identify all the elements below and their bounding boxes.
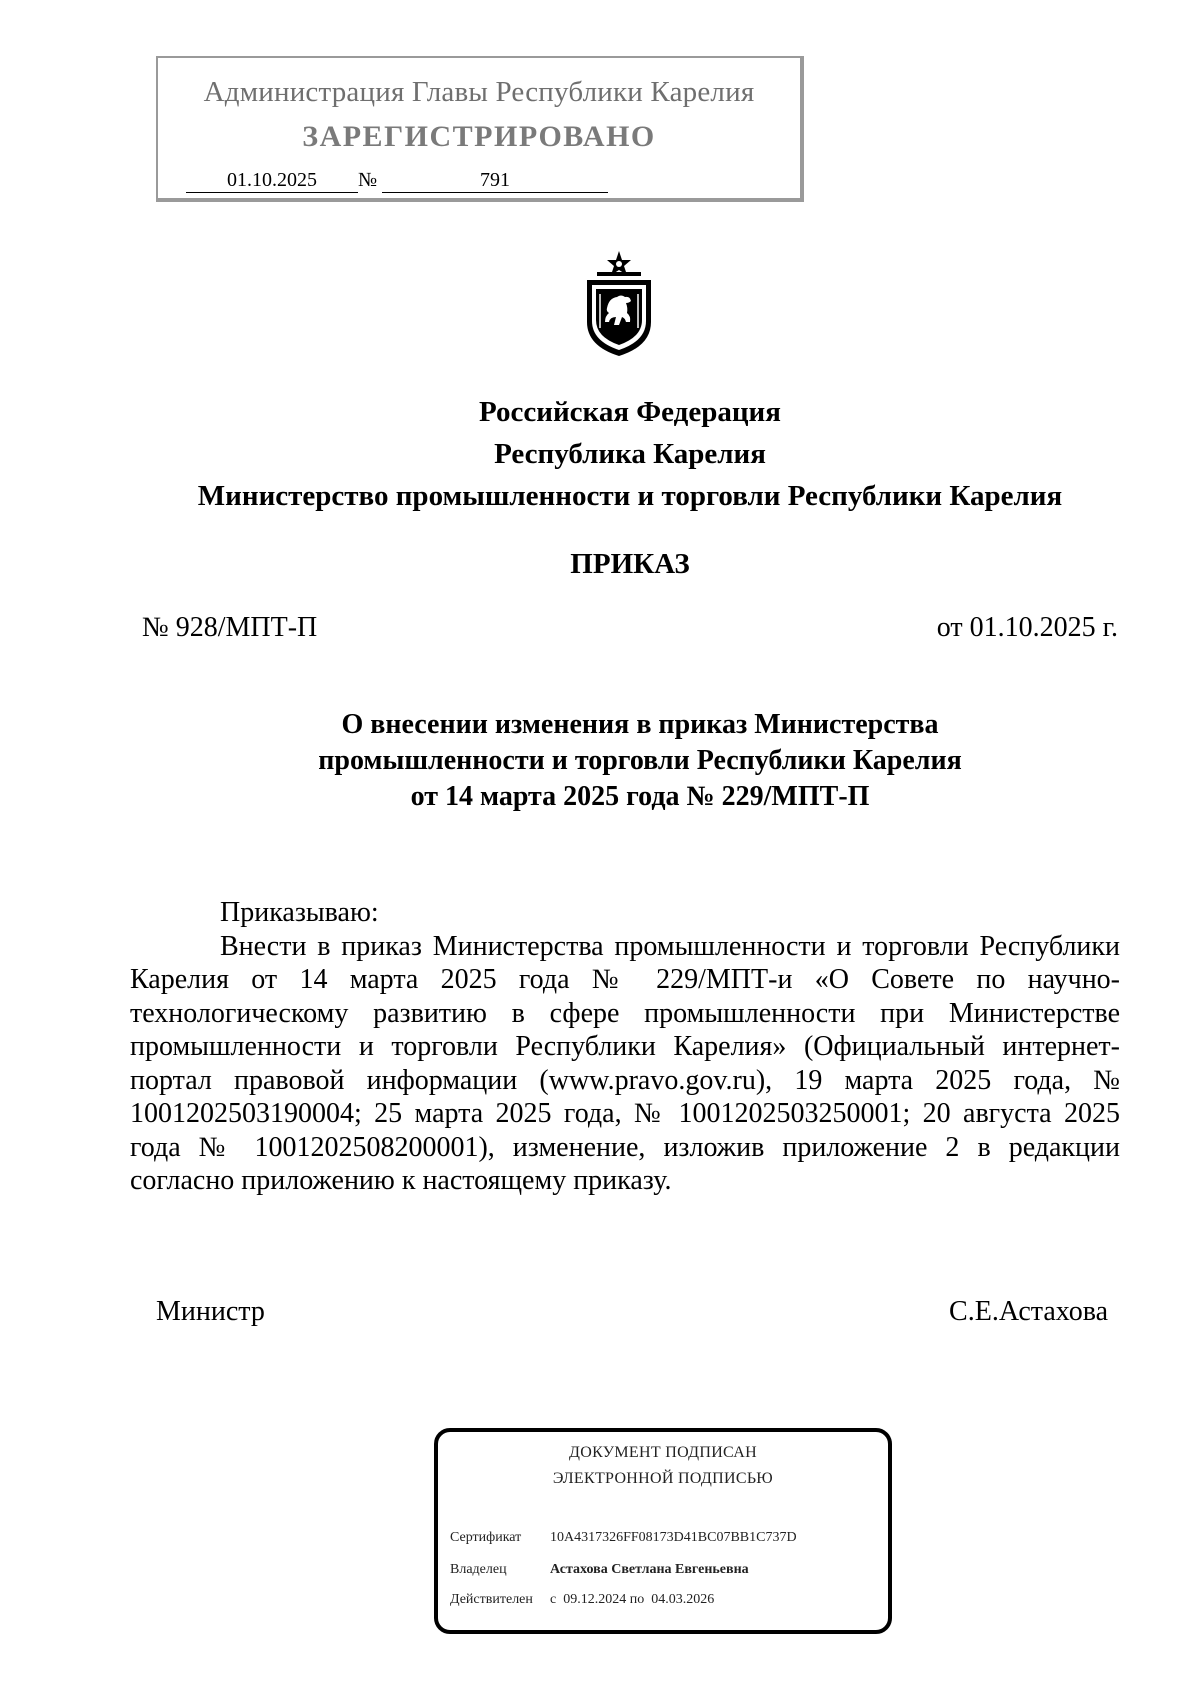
esign-owner-value: Астахова Светлана Евгеньевна (550, 1562, 749, 1577)
header-country: Российская Федерация (479, 396, 781, 428)
esign-validity-value: с 09.12.2024 по 04.03.2026 (550, 1592, 715, 1607)
order-number: № 928/МПТ-П (142, 612, 318, 643)
order-title-line-2: промышленности и торговли Республики Карелия (318, 745, 962, 776)
stamp-organization: Администрация Главы Республики Карелия (203, 76, 755, 108)
stamp-date: 01.10.2025 (186, 168, 358, 193)
esign-owner (450, 1562, 749, 1578)
header-ministry: Министерство промышленности и торговли Республики Карелия (197, 480, 1063, 512)
karelia-coat-of-arms-icon (583, 250, 655, 360)
esign-certificate-label: Сертификат (450, 1530, 522, 1545)
order-body-lead: Приказываю: (220, 897, 379, 928)
signatory-position: Министр (156, 1296, 265, 1327)
esign-validity-label: Действителен (450, 1592, 533, 1607)
stamp-number-label: № (358, 169, 378, 191)
document-type: ПРИКАЗ (570, 548, 690, 580)
order-title (180, 707, 1100, 815)
order-body-paragraph: Внести в приказ Министерства промышленности и торговли Республики Карелия от 14 марта 2025 года № 229/МПТ-и «О Совете по научно-технологическому развитию в сфере промышленности при Министерстве промышленности и торговли Республики Карелия» (Официальный интернет-портал правовой информации (www.pravo.gov.ru), 19 марта 2025 года, № 1001202503190004; 25 марта 2025 года, № 1001202503250001; 20 августа 2025 года № 1001202508200001), изменение, изложив приложение 2 в редакции согласно приложению к настоящему приказу. (130, 930, 1120, 1196)
order-title-line-1: О внесении изменения в приказ Министерства (341, 709, 939, 740)
electronic-signature-stamp (434, 1428, 892, 1634)
signatory-name: С.Е.Астахова (949, 1296, 1108, 1327)
esign-heading-2: ЭЛЕКТРОННОЙ ПОДПИСЬЮ (552, 1470, 774, 1487)
order-title-line-3: от 14 марта 2025 года № 229/МПТ-П (410, 781, 870, 812)
esign-certificate-value: 10A4317326FF08173D41BC07BB1C737D (550, 1530, 797, 1545)
esign-certificate (450, 1530, 797, 1546)
esign-heading-1: ДОКУМЕНТ ПОДПИСАН (569, 1444, 757, 1461)
order-body (130, 896, 1120, 1198)
esign-owner-label: Владелец (450, 1562, 507, 1577)
registration-stamp (156, 56, 804, 202)
stamp-status: ЗАРЕГИСТРИРОВАНО (302, 120, 656, 153)
order-date: от 01.10.2025 г. (936, 612, 1118, 643)
header-region: Республика Карелия (494, 438, 766, 470)
esign-validity (450, 1592, 714, 1608)
stamp-number: 791 (382, 168, 608, 193)
